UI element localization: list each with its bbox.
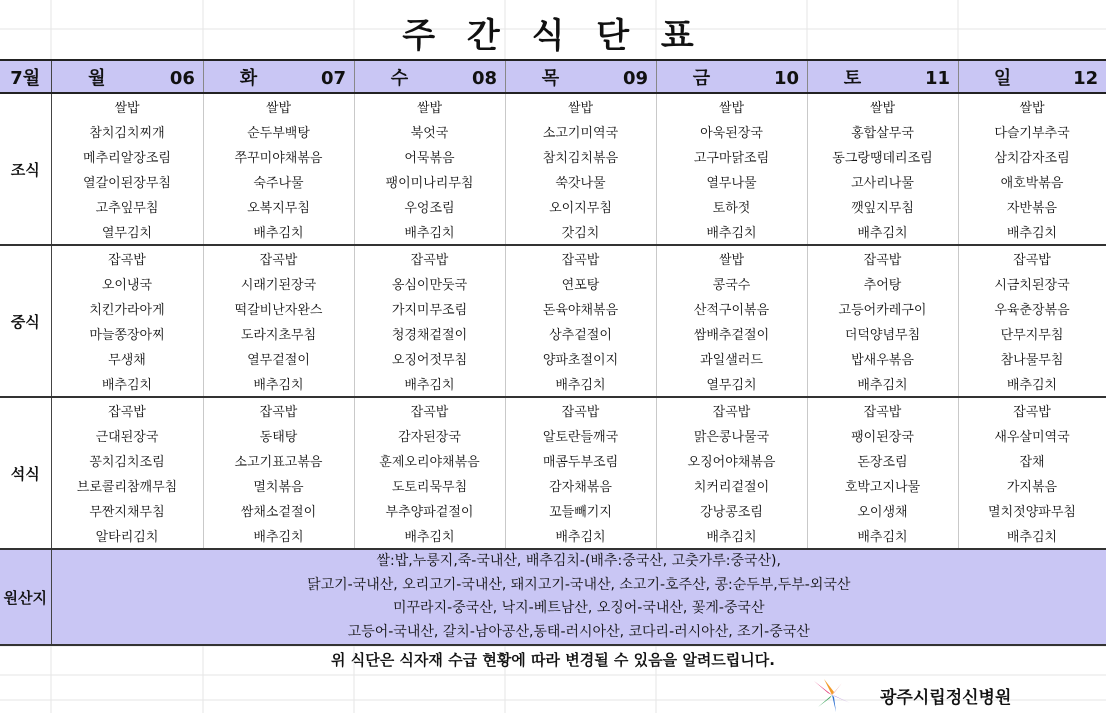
menu-change-notice: 위 식단은 식자재 수급 현황에 따라 변경될 수 있음을 알려드립니다. bbox=[331, 651, 775, 669]
menu-item: 배추김치 bbox=[51, 371, 203, 397]
meal-label: 석식 bbox=[0, 397, 51, 549]
menu-item: 잡곡밥 bbox=[354, 397, 505, 423]
menu-item: 마늘쫑장아찌 bbox=[51, 321, 203, 346]
menu-item: 애호박볶음 bbox=[958, 169, 1106, 194]
menu-item: 잡곡밥 bbox=[354, 245, 505, 271]
menu-item: 산적구이볶음 bbox=[656, 296, 807, 321]
meal-label: 중식 bbox=[0, 245, 51, 397]
origin-line: 고등어-국내산, 갈치-남아공산,동태-러시아산, 코다리-러시아산, 조기-중국산 bbox=[347, 623, 810, 640]
menu-item: 맑은콩나물국 bbox=[656, 423, 807, 448]
menu-item: 도토리묵무침 bbox=[354, 473, 505, 498]
menu-item: 열무김치 bbox=[51, 219, 203, 245]
meal-row bbox=[0, 194, 1106, 219]
day-header bbox=[505, 60, 656, 93]
origin-line: 쌀:밥,누룽지,죽-국내산, 배추김치-(배추:중국산, 고춧가루:중국산), bbox=[376, 553, 781, 569]
menu-item: 쌀밥 bbox=[354, 93, 505, 119]
menu-item: 잡곡밥 bbox=[505, 245, 656, 271]
menu-item: 배추김치 bbox=[807, 523, 958, 549]
menu-item: 쌀밥 bbox=[203, 93, 354, 119]
menu-item: 어묵볶음 bbox=[354, 144, 505, 169]
menu-item: 시래기된장국 bbox=[203, 271, 354, 296]
menu-item: 소고기미역국 bbox=[505, 119, 656, 144]
menu-item: 오징어야채볶음 bbox=[656, 448, 807, 473]
menu-item: 멸치볶음 bbox=[203, 473, 354, 498]
menu-item: 배추김치 bbox=[203, 219, 354, 245]
meal-row bbox=[0, 397, 1106, 423]
menu-item: 멸치젓양파무침 bbox=[958, 498, 1106, 523]
menu-item: 깻잎지무침 bbox=[807, 194, 958, 219]
menu-item: 동그랑땡데리조림 bbox=[807, 144, 958, 169]
menu-item: 쌀밥 bbox=[656, 93, 807, 119]
menu-item: 돈육야채볶음 bbox=[505, 296, 656, 321]
menu-item: 배추김치 bbox=[656, 523, 807, 549]
menu-item: 호박고지나물 bbox=[807, 473, 958, 498]
menu-item: 오이냉국 bbox=[51, 271, 203, 296]
meal-row bbox=[0, 346, 1106, 371]
origin-row bbox=[0, 549, 1106, 645]
menu-item: 쌈채소겉절이 bbox=[203, 498, 354, 523]
menu-item: 삼치감자조림 bbox=[958, 144, 1106, 169]
menu-item: 고등어카레구이 bbox=[807, 296, 958, 321]
menu-item: 쌀밥 bbox=[656, 245, 807, 271]
day-header bbox=[807, 60, 958, 93]
menu-item: 쌈배추겉절이 bbox=[656, 321, 807, 346]
menu-item: 잡곡밥 bbox=[51, 397, 203, 423]
meal-row bbox=[0, 473, 1106, 498]
menu-item: 밥새우볶음 bbox=[807, 346, 958, 371]
meal-label: 조식 bbox=[0, 93, 51, 245]
meal-row bbox=[0, 93, 1106, 119]
menu-item: 다슬기부추국 bbox=[958, 119, 1106, 144]
origin-line: 미꾸라지-중국산, 낙지-베트남산, 오징어-국내산, 꽃게-중국산 bbox=[393, 600, 765, 616]
menu-item: 배추김치 bbox=[354, 371, 505, 397]
menu-item: 훈제오리야채볶음 bbox=[354, 448, 505, 473]
menu-item: 잡곡밥 bbox=[51, 245, 203, 271]
menu-item: 북엇국 bbox=[354, 119, 505, 144]
menu-item: 우엉조림 bbox=[354, 194, 505, 219]
menu-item: 잡곡밥 bbox=[656, 397, 807, 423]
meal-row bbox=[0, 423, 1106, 448]
menu-item: 팽이미나리무침 bbox=[354, 169, 505, 194]
menu-item: 과일샐러드 bbox=[656, 346, 807, 371]
day-name: 월 bbox=[88, 67, 106, 89]
menu-item: 알토란들깨국 bbox=[505, 423, 656, 448]
menu-item: 쌀밥 bbox=[505, 93, 656, 119]
menu-item: 쌀밥 bbox=[807, 93, 958, 119]
menu-item: 꼬들빼기지 bbox=[505, 498, 656, 523]
menu-item: 상추겉절이 bbox=[505, 321, 656, 346]
day-header-row bbox=[0, 60, 1106, 93]
menu-item: 자반볶음 bbox=[958, 194, 1106, 219]
menu-item: 감자된장국 bbox=[354, 423, 505, 448]
weekly-menu-table bbox=[0, 59, 1106, 646]
menu-item: 근대된장국 bbox=[51, 423, 203, 448]
menu-item: 연포탕 bbox=[505, 271, 656, 296]
menu-item: 우육춘장볶음 bbox=[958, 296, 1106, 321]
menu-item: 쌀밥 bbox=[958, 93, 1106, 119]
menu-item: 치킨가라아게 bbox=[51, 296, 203, 321]
menu-item: 숙주나물 bbox=[203, 169, 354, 194]
menu-item: 오복지무침 bbox=[203, 194, 354, 219]
menu-item: 토하젓 bbox=[656, 194, 807, 219]
meal-row bbox=[0, 219, 1106, 245]
meal-row bbox=[0, 296, 1106, 321]
day-name: 토 bbox=[843, 67, 862, 89]
menu-item: 열무겉절이 bbox=[203, 346, 354, 371]
menu-item: 참치김치볶음 bbox=[505, 144, 656, 169]
menu-item: 쌀밥 bbox=[51, 93, 203, 119]
menu-item: 무짠지채무침 bbox=[51, 498, 203, 523]
day-name: 수 bbox=[390, 67, 409, 89]
page-title: 주 간 식 단 표 bbox=[402, 16, 704, 56]
meal-row bbox=[0, 271, 1106, 296]
menu-item: 단무지무침 bbox=[958, 321, 1106, 346]
menu-item: 배추김치 bbox=[958, 219, 1106, 245]
menu-item: 고사리나물 bbox=[807, 169, 958, 194]
month-label: 7월 bbox=[0, 60, 51, 93]
day-date: 09 bbox=[622, 67, 648, 89]
day-name: 화 bbox=[239, 67, 258, 89]
day-date: 11 bbox=[924, 67, 950, 89]
day-date: 10 bbox=[773, 67, 799, 89]
menu-item: 오이생채 bbox=[807, 498, 958, 523]
menu-item: 추어탕 bbox=[807, 271, 958, 296]
menu-item: 꽁치김치조림 bbox=[51, 448, 203, 473]
menu-item: 참치김치찌개 bbox=[51, 119, 203, 144]
day-name: 일 bbox=[993, 67, 1012, 89]
menu-item: 열무나물 bbox=[656, 169, 807, 194]
menu-item: 열무김치 bbox=[656, 371, 807, 397]
menu-item: 부추양파겉절이 bbox=[354, 498, 505, 523]
day-date: 12 bbox=[1073, 67, 1099, 89]
meal-row bbox=[0, 169, 1106, 194]
menu-item: 쭈꾸미야채볶음 bbox=[203, 144, 354, 169]
menu-item: 돈장조림 bbox=[807, 448, 958, 473]
day-header bbox=[656, 60, 807, 93]
hospital-footer bbox=[812, 675, 1072, 713]
menu-item: 고추잎무침 bbox=[51, 194, 203, 219]
meal-row bbox=[0, 321, 1106, 346]
menu-item: 배추김치 bbox=[354, 523, 505, 549]
menu-item: 팽이된장국 bbox=[807, 423, 958, 448]
menu-item: 배추김치 bbox=[203, 371, 354, 397]
origin-line: 닭고기-국내산, 오리고기-국내산, 돼지고기-국내산, 소고기-호주산, 콩:순두부,두부-외국산 bbox=[307, 576, 851, 593]
meal-row bbox=[0, 245, 1106, 271]
menu-item: 메추리알장조림 bbox=[51, 144, 203, 169]
menu-item: 양파초절이지 bbox=[505, 346, 656, 371]
menu-item: 떡갈비난자완스 bbox=[203, 296, 354, 321]
menu-item: 참나물무침 bbox=[958, 346, 1106, 371]
menu-item: 시금치된장국 bbox=[958, 271, 1106, 296]
menu-item: 가지볶음 bbox=[958, 473, 1106, 498]
day-header bbox=[203, 60, 354, 93]
menu-item: 배추김치 bbox=[354, 219, 505, 245]
meal-row bbox=[0, 144, 1106, 169]
day-date: 08 bbox=[471, 67, 497, 89]
menu-item: 배추김치 bbox=[203, 523, 354, 549]
meal-row bbox=[0, 371, 1106, 397]
hospital-name: 광주시립정신병원 bbox=[880, 688, 1012, 708]
menu-item: 아욱된장국 bbox=[656, 119, 807, 144]
menu-item: 알타리김치 bbox=[51, 523, 203, 549]
menu-item: 도라지초무침 bbox=[203, 321, 354, 346]
menu-item: 고구마닭조림 bbox=[656, 144, 807, 169]
menu-item: 열갈이된장무침 bbox=[51, 169, 203, 194]
menu-item: 배추김치 bbox=[505, 371, 656, 397]
menu-item: 브로콜리참깨무침 bbox=[51, 473, 203, 498]
menu-item: 치커리겉절이 bbox=[656, 473, 807, 498]
menu-item: 잡곡밥 bbox=[505, 397, 656, 423]
meal-row bbox=[0, 448, 1106, 473]
menu-item: 소고기표고볶음 bbox=[203, 448, 354, 473]
day-name: 목 bbox=[541, 67, 560, 89]
day-header bbox=[958, 60, 1106, 93]
menu-item: 쑥갓나물 bbox=[505, 169, 656, 194]
menu-item: 잡곡밥 bbox=[958, 245, 1106, 271]
meal-row bbox=[0, 119, 1106, 144]
menu-item: 갓김치 bbox=[505, 219, 656, 245]
day-header bbox=[354, 60, 505, 93]
day-date: 06 bbox=[169, 67, 195, 89]
menu-item: 청경채겉절이 bbox=[354, 321, 505, 346]
origin-label: 원산지 bbox=[0, 549, 51, 645]
day-date: 07 bbox=[320, 67, 346, 89]
menu-item: 오징어젓무침 bbox=[354, 346, 505, 371]
meal-row bbox=[0, 498, 1106, 523]
meal-row bbox=[0, 523, 1106, 549]
menu-item: 무생채 bbox=[51, 346, 203, 371]
day-name: 금 bbox=[692, 67, 711, 89]
origin-info bbox=[51, 549, 1106, 645]
menu-item: 감자채볶음 bbox=[505, 473, 656, 498]
menu-item: 콩국수 bbox=[656, 271, 807, 296]
menu-item: 홍합살무국 bbox=[807, 119, 958, 144]
day-header bbox=[51, 60, 203, 93]
menu-item: 배추김치 bbox=[958, 371, 1106, 397]
menu-item: 오이지무침 bbox=[505, 194, 656, 219]
hospital-logo bbox=[812, 677, 852, 713]
menu-item: 잡곡밥 bbox=[203, 397, 354, 423]
menu-item: 매콤두부조림 bbox=[505, 448, 656, 473]
menu-item: 새우살미역국 bbox=[958, 423, 1106, 448]
menu-item: 잡곡밥 bbox=[958, 397, 1106, 423]
menu-item: 더덕양념무침 bbox=[807, 321, 958, 346]
menu-item: 배추김치 bbox=[958, 523, 1106, 549]
menu-item: 잡곡밥 bbox=[203, 245, 354, 271]
menu-item: 강낭콩조림 bbox=[656, 498, 807, 523]
menu-item: 배추김치 bbox=[807, 371, 958, 397]
menu-item: 배추김치 bbox=[656, 219, 807, 245]
menu-item: 가지미무조림 bbox=[354, 296, 505, 321]
menu-item: 잡곡밥 bbox=[807, 245, 958, 271]
menu-item: 동태탕 bbox=[203, 423, 354, 448]
menu-item: 옹심이만둣국 bbox=[354, 271, 505, 296]
menu-item: 잡채 bbox=[958, 448, 1106, 473]
menu-item: 배추김치 bbox=[505, 523, 656, 549]
menu-item: 순두부백탕 bbox=[203, 119, 354, 144]
menu-item: 잡곡밥 bbox=[807, 397, 958, 423]
menu-item: 배추김치 bbox=[807, 219, 958, 245]
